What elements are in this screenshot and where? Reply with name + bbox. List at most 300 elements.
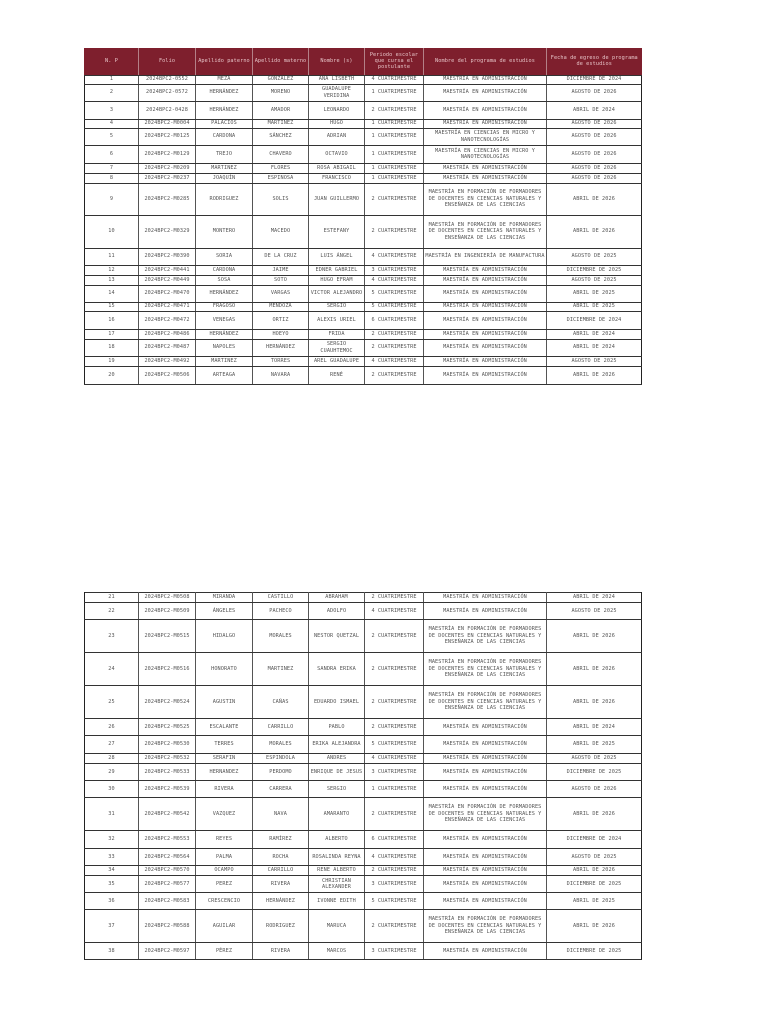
table-row [85, 736, 642, 754]
table-row [85, 128, 642, 145]
cell-periodo: 4 CUATRIMESTRE [365, 248, 424, 265]
cell-fecha: DICIEMBRE DE 2025 [547, 943, 642, 960]
cell-nombre: ROSALINDA REYNA [309, 849, 365, 866]
table-row [85, 265, 642, 275]
cell-fecha: AGOSTO DE 2025 [547, 754, 642, 764]
cell-num: 8 [85, 173, 139, 183]
table-row [85, 101, 642, 119]
cell-materno: CARRILLO [253, 719, 309, 736]
cell-periodo: 3 CUATRIMESTRE [365, 764, 424, 781]
table-row [85, 831, 642, 849]
table-body-page-1 [85, 75, 642, 384]
cell-num: 7 [85, 163, 139, 173]
cell-folio: 2024BPC2-M0588 [139, 910, 196, 943]
cell-num: 29 [85, 764, 139, 781]
cell-fecha: DICIEMBRE DE 2024 [547, 831, 642, 849]
cell-programa: MAESTRÍA EN ADMINISTRACIÓN [424, 84, 547, 101]
cell-paterno: HERNANDEZ [196, 764, 253, 781]
cell-materno: SÁNCHEZ [253, 128, 309, 145]
cell-folio: 2024BPC2-M0532 [139, 754, 196, 764]
cell-paterno: FRAGOSO [196, 302, 253, 311]
header-apellido-paterno: Apellido paterno [196, 48, 253, 75]
cell-periodo: 5 CUATRIMESTRE [365, 285, 424, 302]
cell-nombre: ADOLFO [309, 603, 365, 620]
cell-folio: 2024BPC2-M0577 [139, 876, 196, 893]
table-row [85, 173, 642, 183]
cell-programa: MAESTRÍA EN CIENCIAS EN MICRO Y NANOTECNOLOGÍAS [424, 128, 547, 145]
cell-num: 5 [85, 128, 139, 145]
cell-periodo: 2 CUATRIMESTRE [365, 798, 424, 831]
cell-materno: NAVARA [253, 366, 309, 384]
cell-folio: 2024BPC2-M0441 [139, 265, 196, 275]
cell-materno: FLORES [253, 163, 309, 173]
cell-periodo: 4 CUATRIMESTRE [365, 849, 424, 866]
cell-programa: MAESTRÍA EN ADMINISTRACIÓN [424, 593, 547, 603]
cell-folio: 2024BPC2-M0449 [139, 275, 196, 285]
cell-periodo: 2 CUATRIMESTRE [365, 366, 424, 384]
cell-paterno: CARDONA [196, 265, 253, 275]
table-row [85, 719, 642, 736]
cell-periodo: 1 CUATRIMESTRE [365, 145, 424, 163]
cell-num: 38 [85, 943, 139, 960]
cell-nombre: OCTAVIO [309, 145, 365, 163]
cell-fecha: AGOSTO DE 2025 [547, 603, 642, 620]
cell-paterno: PALMA [196, 849, 253, 866]
table-row [85, 866, 642, 876]
cell-nombre: GUADALUPE VERIDINA [309, 84, 365, 101]
table-row [85, 275, 642, 285]
cell-materno: MORALES [253, 620, 309, 653]
table-header-row [85, 48, 642, 75]
cell-periodo: 1 CUATRIMESTRE [365, 128, 424, 145]
cell-programa: MAESTRÍA EN FORMACIÓN DE FORMADORES DE DOCENTES EN CIENCIAS NATURALES Y ENSEÑANZA DE LAS CIENCIAS [424, 686, 547, 719]
cell-num: 27 [85, 736, 139, 754]
cell-nombre: MARCOS [309, 943, 365, 960]
cell-paterno: MARTINEZ [196, 356, 253, 366]
cell-folio: 2024BPC2-M0524 [139, 686, 196, 719]
cell-nombre: ERIKA ALEJANDRA [309, 736, 365, 754]
cell-num: 32 [85, 831, 139, 849]
table-row [85, 764, 642, 781]
cell-fecha: ABRIL DE 2026 [547, 215, 642, 248]
cell-fecha: AGOSTO DE 2025 [547, 275, 642, 285]
table-row [85, 183, 642, 215]
cell-paterno: HERNÁNDEZ [196, 101, 253, 119]
cell-folio: 2024BPC2-M0285 [139, 183, 196, 215]
cell-paterno: SORIA [196, 248, 253, 265]
cell-folio: 2024BPC2-M0583 [139, 893, 196, 910]
table-row [85, 84, 642, 101]
cell-num: 9 [85, 183, 139, 215]
cell-materno: TORRES [253, 356, 309, 366]
cell-periodo: 5 CUATRIMESTRE [365, 302, 424, 311]
cell-paterno: RODRIGUEZ [196, 183, 253, 215]
cell-paterno: MARTINEZ [196, 163, 253, 173]
cell-periodo: 2 CUATRIMESTRE [365, 339, 424, 356]
cell-programa: MAESTRÍA EN ADMINISTRACIÓN [424, 781, 547, 798]
cell-nombre: HUGO [309, 119, 365, 128]
cell-materno: ESPINOSA [253, 173, 309, 183]
cell-programa: MAESTRÍA EN ADMINISTRACIÓN [424, 366, 547, 384]
cell-fecha: ABRIL DE 2026 [547, 686, 642, 719]
cell-periodo: 4 CUATRIMESTRE [365, 275, 424, 285]
cell-paterno: PÉREZ [196, 943, 253, 960]
cell-paterno: VENEGAS [196, 311, 253, 329]
cell-num: 20 [85, 366, 139, 384]
cell-nombre: ABRAHAM [309, 593, 365, 603]
cell-materno: CARRERA [253, 781, 309, 798]
cell-nombre: SERGIO [309, 302, 365, 311]
cell-materno: MENDOZA [253, 302, 309, 311]
cell-periodo: 2 CUATRIMESTRE [365, 653, 424, 686]
cell-periodo: 1 CUATRIMESTRE [365, 84, 424, 101]
cell-folio: 2024BPC2-M0530 [139, 736, 196, 754]
table-row [85, 593, 642, 603]
cell-num: 11 [85, 248, 139, 265]
cell-num: 30 [85, 781, 139, 798]
header-periodo: Periodo escolar que cursa el postulante [365, 48, 424, 75]
cell-fecha: ABRIL DE 2024 [547, 339, 642, 356]
cell-periodo: 3 CUATRIMESTRE [365, 265, 424, 275]
table-row [85, 876, 642, 893]
cell-materno: ROCHA [253, 849, 309, 866]
cell-programa: MAESTRÍA EN ADMINISTRACIÓN [424, 311, 547, 329]
cell-folio: 2024BPC2-M0129 [139, 145, 196, 163]
table-row [85, 356, 642, 366]
cell-folio: 2024BPC2-M0508 [139, 593, 196, 603]
cell-programa: MAESTRÍA EN ADMINISTRACIÓN [424, 173, 547, 183]
cell-fecha: ABRIL DE 2026 [547, 366, 642, 384]
cell-fecha: DICIEMBRE DE 2025 [547, 265, 642, 275]
cell-num: 23 [85, 620, 139, 653]
table-row [85, 754, 642, 764]
cell-materno: RIVERA [253, 943, 309, 960]
cell-periodo: 6 CUATRIMESTRE [365, 831, 424, 849]
cell-num: 28 [85, 754, 139, 764]
cell-programa: MAESTRÍA EN INGENIERÍA DE MANUFACTURA [424, 248, 547, 265]
table-row [85, 145, 642, 163]
cell-paterno: HERNÁNDEZ [196, 84, 253, 101]
cell-materno: ESPINDOLA [253, 754, 309, 764]
cell-programa: MAESTRÍA EN ADMINISTRACIÓN [424, 736, 547, 754]
cell-num: 18 [85, 339, 139, 356]
header-folio: Folio [139, 48, 196, 75]
cell-fecha: ABRIL DE 2026 [547, 620, 642, 653]
cell-nombre: ANDRES [309, 754, 365, 764]
cell-num: 13 [85, 275, 139, 285]
cell-programa: MAESTRÍA EN ADMINISTRACIÓN [424, 75, 547, 84]
cell-num: 4 [85, 119, 139, 128]
cell-fecha: DICIEMBRE DE 2024 [547, 311, 642, 329]
header-apellido-materno: Apellido materno [253, 48, 309, 75]
table-row [85, 311, 642, 329]
cell-periodo: 6 CUATRIMESTRE [365, 311, 424, 329]
cell-programa: MAESTRÍA EN FORMACIÓN DE FORMADORES DE DOCENTES EN CIENCIAS NATURALES Y ENSEÑANZA DE LAS CIENCIAS [424, 798, 547, 831]
cell-paterno: SOSA [196, 275, 253, 285]
cell-fecha: AGOSTO DE 2025 [547, 356, 642, 366]
cell-folio: 2024BPC2-M0553 [139, 831, 196, 849]
cell-folio: 2024BPC2-M0390 [139, 248, 196, 265]
table-row [85, 75, 642, 84]
cell-folio: 2024BPC2-M0570 [139, 866, 196, 876]
cell-nombre: PABLO [309, 719, 365, 736]
cell-paterno: HIDALGO [196, 620, 253, 653]
cell-periodo: 2 CUATRIMESTRE [365, 620, 424, 653]
cell-num: 26 [85, 719, 139, 736]
cell-periodo: 4 CUATRIMESTRE [365, 754, 424, 764]
cell-paterno: MEZA [196, 75, 253, 84]
cell-materno: ORTIZ [253, 311, 309, 329]
cell-nombre: ROSA ABIGAIL [309, 163, 365, 173]
cell-num: 12 [85, 265, 139, 275]
cell-folio: 2024BPC2-M0542 [139, 798, 196, 831]
results-table-page-2 [84, 592, 642, 960]
cell-fecha: AGOSTO DE 2026 [547, 119, 642, 128]
cell-programa: MAESTRÍA EN ADMINISTRACIÓN [424, 603, 547, 620]
cell-num: 21 [85, 593, 139, 603]
cell-periodo: 4 CUATRIMESTRE [365, 603, 424, 620]
cell-nombre: ANA LISBETH [309, 75, 365, 84]
header-fecha-egreso: Fecha de egreso de programa de estudios [547, 48, 642, 75]
cell-programa: MAESTRÍA EN ADMINISTRACIÓN [424, 764, 547, 781]
cell-fecha: AGOSTO DE 2025 [547, 849, 642, 866]
cell-paterno: MONTERO [196, 215, 253, 248]
cell-num: 35 [85, 876, 139, 893]
header-programa: Nombre del programa de estudios [424, 48, 547, 75]
table-row [85, 119, 642, 128]
cell-programa: MAESTRÍA EN FORMACIÓN DE FORMADORES DE DOCENTES EN CIENCIAS NATURALES Y ENSEÑANZA DE LAS CIENCIAS [424, 653, 547, 686]
cell-materno: AMADOR [253, 101, 309, 119]
table-body-page-2 [85, 593, 642, 960]
cell-fecha: AGOSTO DE 2025 [547, 248, 642, 265]
cell-paterno: CARDONA [196, 128, 253, 145]
cell-nombre: FRIDA [309, 329, 365, 339]
cell-programa: MAESTRÍA EN ADMINISTRACIÓN [424, 876, 547, 893]
cell-programa: MAESTRÍA EN ADMINISTRACIÓN [424, 329, 547, 339]
cell-materno: CHAVERO [253, 145, 309, 163]
cell-fecha: AGOSTO DE 2026 [547, 781, 642, 798]
table-row [85, 248, 642, 265]
cell-nombre: MARUCA [309, 910, 365, 943]
cell-fecha: ABRIL DE 2025 [547, 736, 642, 754]
table-row [85, 653, 642, 686]
cell-fecha: AGOSTO DE 2026 [547, 128, 642, 145]
cell-num: 17 [85, 329, 139, 339]
cell-fecha: ABRIL DE 2025 [547, 302, 642, 311]
cell-materno: MORENO [253, 84, 309, 101]
cell-folio: 2024BPC2-M0597 [139, 943, 196, 960]
cell-nombre: ALEXIS URIEL [309, 311, 365, 329]
cell-programa: MAESTRÍA EN CIENCIAS EN MICRO Y NANOTECNOLOGÍAS [424, 145, 547, 163]
cell-nombre: AMARANTO [309, 798, 365, 831]
cell-programa: MAESTRÍA EN ADMINISTRACIÓN [424, 719, 547, 736]
cell-folio: 2024BPC2-M0470 [139, 285, 196, 302]
cell-folio: 2024BPC2-M0539 [139, 781, 196, 798]
cell-periodo: 1 CUATRIMESTRE [365, 163, 424, 173]
cell-fecha: ABRIL DE 2024 [547, 101, 642, 119]
cell-fecha: ABRIL DE 2024 [547, 329, 642, 339]
cell-programa: MAESTRÍA EN ADMINISTRACIÓN [424, 275, 547, 285]
cell-folio: 2024BPC2-M0509 [139, 603, 196, 620]
table-row [85, 215, 642, 248]
cell-paterno: NAPOLES [196, 339, 253, 356]
cell-paterno: CRESCENCIO [196, 893, 253, 910]
cell-materno: RODRIGUEZ [253, 910, 309, 943]
cell-programa: MAESTRÍA EN FORMACIÓN DE FORMADORES DE DOCENTES EN CIENCIAS NATURALES Y ENSEÑANZA DE LAS CIENCIAS [424, 910, 547, 943]
cell-materno: JAIME [253, 265, 309, 275]
cell-folio: 2024BPC2-M0329 [139, 215, 196, 248]
cell-num: 1 [85, 75, 139, 84]
cell-periodo: 3 CUATRIMESTRE [365, 943, 424, 960]
cell-folio: 2024BPC2-M0506 [139, 366, 196, 384]
table-row [85, 798, 642, 831]
cell-nombre: CHRISTIAN ALEXANDER [309, 876, 365, 893]
cell-programa: MAESTRÍA EN ADMINISTRACIÓN [424, 893, 547, 910]
cell-nombre: HUGO EFRAM [309, 275, 365, 285]
cell-paterno: ESCALANTE [196, 719, 253, 736]
cell-programa: MAESTRÍA EN ADMINISTRACIÓN [424, 285, 547, 302]
cell-programa: MAESTRÍA EN ADMINISTRACIÓN [424, 302, 547, 311]
cell-num: 16 [85, 311, 139, 329]
cell-fecha: DICIEMBRE DE 2025 [547, 764, 642, 781]
cell-fecha: ABRIL DE 2026 [547, 798, 642, 831]
cell-num: 25 [85, 686, 139, 719]
cell-periodo: 5 CUATRIMESTRE [365, 893, 424, 910]
cell-num: 14 [85, 285, 139, 302]
cell-nombre: NESTOR QUETZAL [309, 620, 365, 653]
cell-num: 24 [85, 653, 139, 686]
cell-paterno: VAZQUEZ [196, 798, 253, 831]
table-row [85, 163, 642, 173]
cell-nombre: EDNER GABRIEL [309, 265, 365, 275]
header-nombre: Nombre (s) [309, 48, 365, 75]
cell-folio: 2024BPC2-M0533 [139, 764, 196, 781]
cell-materno: VARGAS [253, 285, 309, 302]
cell-num: 3 [85, 101, 139, 119]
cell-folio: 2024BPC2-M0487 [139, 339, 196, 356]
cell-periodo: 5 CUATRIMESTRE [365, 736, 424, 754]
cell-num: 33 [85, 849, 139, 866]
cell-periodo: 2 CUATRIMESTRE [365, 686, 424, 719]
cell-nombre: ESTEFANY [309, 215, 365, 248]
cell-nombre: SERGIO [309, 781, 365, 798]
cell-nombre: FRANCISCO [309, 173, 365, 183]
cell-periodo: 3 CUATRIMESTRE [365, 876, 424, 893]
cell-num: 34 [85, 866, 139, 876]
table-row [85, 603, 642, 620]
cell-materno: RAMÍREZ [253, 831, 309, 849]
cell-folio: 2024BPC2-M0525 [139, 719, 196, 736]
cell-folio: 2024BPC2-M0492 [139, 356, 196, 366]
cell-periodo: 2 CUATRIMESTRE [365, 183, 424, 215]
cell-fecha: ABRIL DE 2025 [547, 285, 642, 302]
cell-materno: GONZALEZ [253, 75, 309, 84]
cell-fecha: AGOSTO DE 2026 [547, 145, 642, 163]
table-row [85, 893, 642, 910]
cell-materno: MARTINEZ [253, 653, 309, 686]
cell-periodo: 2 CUATRIMESTRE [365, 593, 424, 603]
table-row [85, 910, 642, 943]
cell-folio: 2024BPC2-0428 [139, 101, 196, 119]
cell-folio: 2024BPC2-M0472 [139, 311, 196, 329]
cell-programa: MAESTRÍA EN ADMINISTRACIÓN [424, 831, 547, 849]
cell-fecha: AGOSTO DE 2026 [547, 163, 642, 173]
cell-programa: MAESTRÍA EN ADMINISTRACIÓN [424, 101, 547, 119]
cell-materno: CASTILLO [253, 593, 309, 603]
table-row [85, 285, 642, 302]
cell-programa: MAESTRÍA EN ADMINISTRACIÓN [424, 339, 547, 356]
cell-paterno: HERNÁNDEZ [196, 329, 253, 339]
cell-periodo: 2 CUATRIMESTRE [365, 215, 424, 248]
table-row [85, 302, 642, 311]
cell-materno: CAÑAS [253, 686, 309, 719]
cell-folio: 2024BPC2-M0471 [139, 302, 196, 311]
cell-periodo: 2 CUATRIMESTRE [365, 719, 424, 736]
cell-nombre: JUAN GUILLERMO [309, 183, 365, 215]
cell-paterno: REYES [196, 831, 253, 849]
cell-programa: MAESTRÍA EN ADMINISTRACIÓN [424, 163, 547, 173]
table-row [85, 329, 642, 339]
cell-num: 6 [85, 145, 139, 163]
cell-programa: MAESTRÍA EN ADMINISTRACIÓN [424, 849, 547, 866]
cell-nombre: LEONARDO [309, 101, 365, 119]
cell-periodo: 2 CUATRIMESTRE [365, 866, 424, 876]
cell-nombre: LUIS ÁNGEL [309, 248, 365, 265]
cell-materno: DE LA CRUZ [253, 248, 309, 265]
cell-folio: 2024BPC2-M0564 [139, 849, 196, 866]
cell-materno: HOEYO [253, 329, 309, 339]
cell-paterno: HONORATO [196, 653, 253, 686]
table-row [85, 620, 642, 653]
cell-paterno: SERAFIN [196, 754, 253, 764]
cell-nombre: ADRIAN [309, 128, 365, 145]
cell-fecha: AGOSTO DE 2026 [547, 173, 642, 183]
cell-paterno: TREJO [196, 145, 253, 163]
cell-programa: MAESTRÍA EN FORMACIÓN DE FORMADORES DE DOCENTES EN CIENCIAS NATURALES Y ENSEÑANZA DE LAS CIENCIAS [424, 215, 547, 248]
cell-paterno: PEREZ [196, 876, 253, 893]
cell-periodo: 2 CUATRIMESTRE [365, 101, 424, 119]
cell-folio: 2024BPC2-M0237 [139, 173, 196, 183]
cell-periodo: 4 CUATRIMESTRE [365, 75, 424, 84]
cell-folio: 2024BPC2-M0486 [139, 329, 196, 339]
cell-num: 19 [85, 356, 139, 366]
results-table-page-1 [84, 48, 642, 385]
cell-nombre: ALBERTO [309, 831, 365, 849]
cell-folio: 2024BPC2-M0515 [139, 620, 196, 653]
cell-fecha: ABRIL DE 2024 [547, 593, 642, 603]
cell-fecha: ABRIL DE 2026 [547, 653, 642, 686]
table-row [85, 686, 642, 719]
cell-folio: 2024BPC2-0552 [139, 75, 196, 84]
cell-folio: 2024BPC2-M0516 [139, 653, 196, 686]
cell-paterno: PALACIOS [196, 119, 253, 128]
cell-folio: 2024BPC2-M0125 [139, 128, 196, 145]
cell-fecha: ABRIL DE 2026 [547, 866, 642, 876]
cell-fecha: ABRIL DE 2025 [547, 893, 642, 910]
cell-periodo: 1 CUATRIMESTRE [365, 119, 424, 128]
cell-programa: MAESTRÍA EN ADMINISTRACIÓN [424, 356, 547, 366]
cell-paterno: TERRES [196, 736, 253, 754]
cell-programa: MAESTRÍA EN ADMINISTRACIÓN [424, 754, 547, 764]
cell-paterno: HERNÁNDEZ [196, 285, 253, 302]
cell-periodo: 1 CUATRIMESTRE [365, 173, 424, 183]
cell-periodo: 2 CUATRIMESTRE [365, 329, 424, 339]
cell-paterno: AGUILAR [196, 910, 253, 943]
cell-materno: CARRILLO [253, 866, 309, 876]
cell-programa: MAESTRÍA EN ADMINISTRACIÓN [424, 119, 547, 128]
cell-materno: MACEDO [253, 215, 309, 248]
cell-nombre: SERGIO CUAUHTEMOC [309, 339, 365, 356]
